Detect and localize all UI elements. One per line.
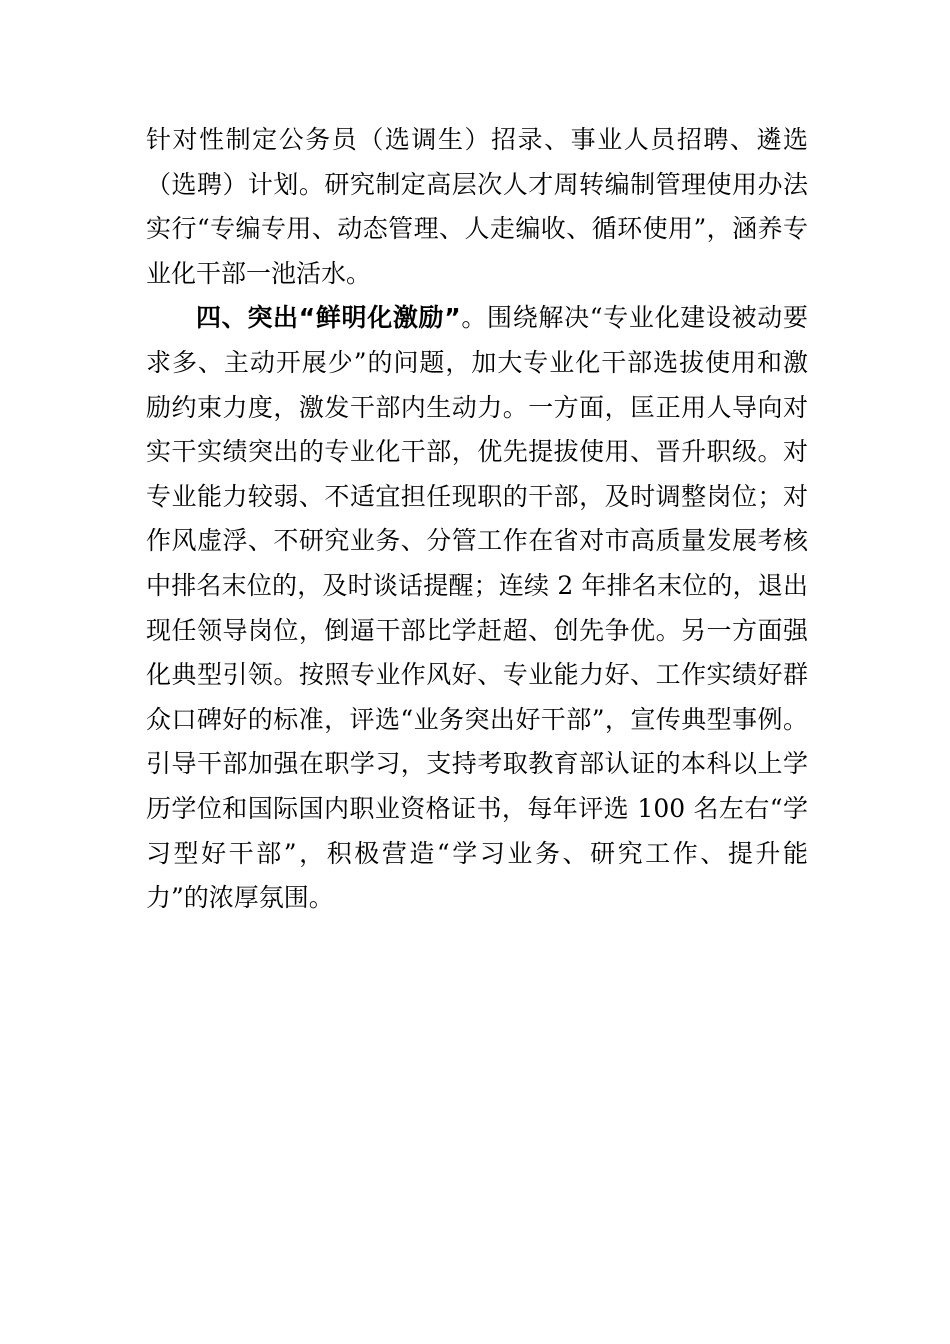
document-body: [146, 118, 808, 921]
section-body: 。围绕解决“专业化建设被动要求多、主动开展少”的问题，加大专业化干部选拔使用和激励约束力度，激发干部内生动力。一方面，匡正用人导向对实干实绩突出的专业化干部，优先提拔使用、晋升职级。对专业能力较弱、不适宜担任现职的干部，及时调整岗位；对作风虚浮、不研究业务、分管工作在省对市高质量发展考核中排名末位的，及时谈话提醒；连续 2 年排名末位的，退出现任领导岗位，倒逼干部比学赶超、创先争优。另一方面强化典型引领。按照专业作风好、专业能力好、工作实绩好群众口碑好的标准，评选“业务突出好干部”，宣传典型事例。引导干部加强在职学习，支持考取教育部认证的本科以上学历学位和国际国内职业资格证书，每年评选 100 名左右“学习型好干部”，积极营造“学习业务、研究工作、提升能力”的浓厚氛围。: [146, 303, 808, 913]
paragraph-incentives: [146, 296, 808, 920]
paragraph-continuation: 针对性制定公务员（选调生）招录、事业人员招聘、遴选（选聘）计划。研究制定高层次人才周转编制管理使用办法实行“专编专用、动态管理、人走编收、循环使用”，涵养专业化干部一池活水。: [146, 125, 808, 288]
section-heading: 四、突出“鲜明化激励”: [196, 303, 461, 333]
